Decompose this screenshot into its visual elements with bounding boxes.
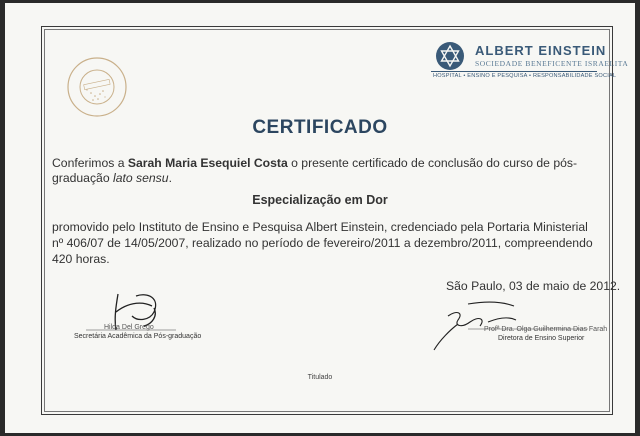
albert-einstein-logo (431, 39, 629, 87)
signature-left (56, 286, 206, 346)
intro-text: Conferimos a (52, 156, 125, 170)
intro-period: . (168, 171, 172, 185)
star-of-david-icon (435, 41, 465, 71)
course-name: Especialização em Dor (252, 193, 388, 207)
logo-tagline: HOSPITAL • ENSINO E PESQUISA • RESPONSABILIDADE SOCIAL (433, 73, 617, 79)
signature-right (428, 296, 608, 356)
intro-rest: o presente certificado de conclusão do curso de pós-graduação (52, 156, 578, 185)
brazil-seal-icon (65, 55, 129, 119)
right-signer-role: Diretora de Ensino Superior (498, 335, 585, 342)
certificate-paper (5, 3, 635, 433)
place-date: São Paulo, 03 de maio de 2012. (446, 279, 621, 293)
left-signer-role: Secretária Acadêmica da Pós-graduação (74, 333, 202, 340)
logo-divider (431, 71, 597, 72)
body-paragraph: promovido pelo Instituto de Ensino e Pesquisa Albert Einstein, credenciado pela Portaria Ministerial nº 406/07 de 14/05/2007, realizado no período de fevereiro/2011 a dezembro/2011, compreendendo 420 horas. (52, 220, 593, 266)
latin-term: lato sensu (113, 171, 169, 185)
logo-name: ALBERT EINSTEIN (475, 43, 607, 58)
right-signer-name: Profª Dra. Olga Guilhermina Dias Farah (484, 326, 608, 333)
recipient-name: Sarah Maria Esequiel Costa (127, 156, 288, 170)
left-signer-name: Hilda Del Grego (104, 324, 154, 331)
logo-society: SOCIEDADE BENEFICENTE ISRAELITA (475, 59, 629, 68)
signature-scribble-icon (428, 296, 608, 354)
intro-paragraph (52, 156, 600, 186)
certificate-title: CERTIFICADO (252, 117, 388, 138)
titulado-label: Titulado (307, 374, 333, 381)
